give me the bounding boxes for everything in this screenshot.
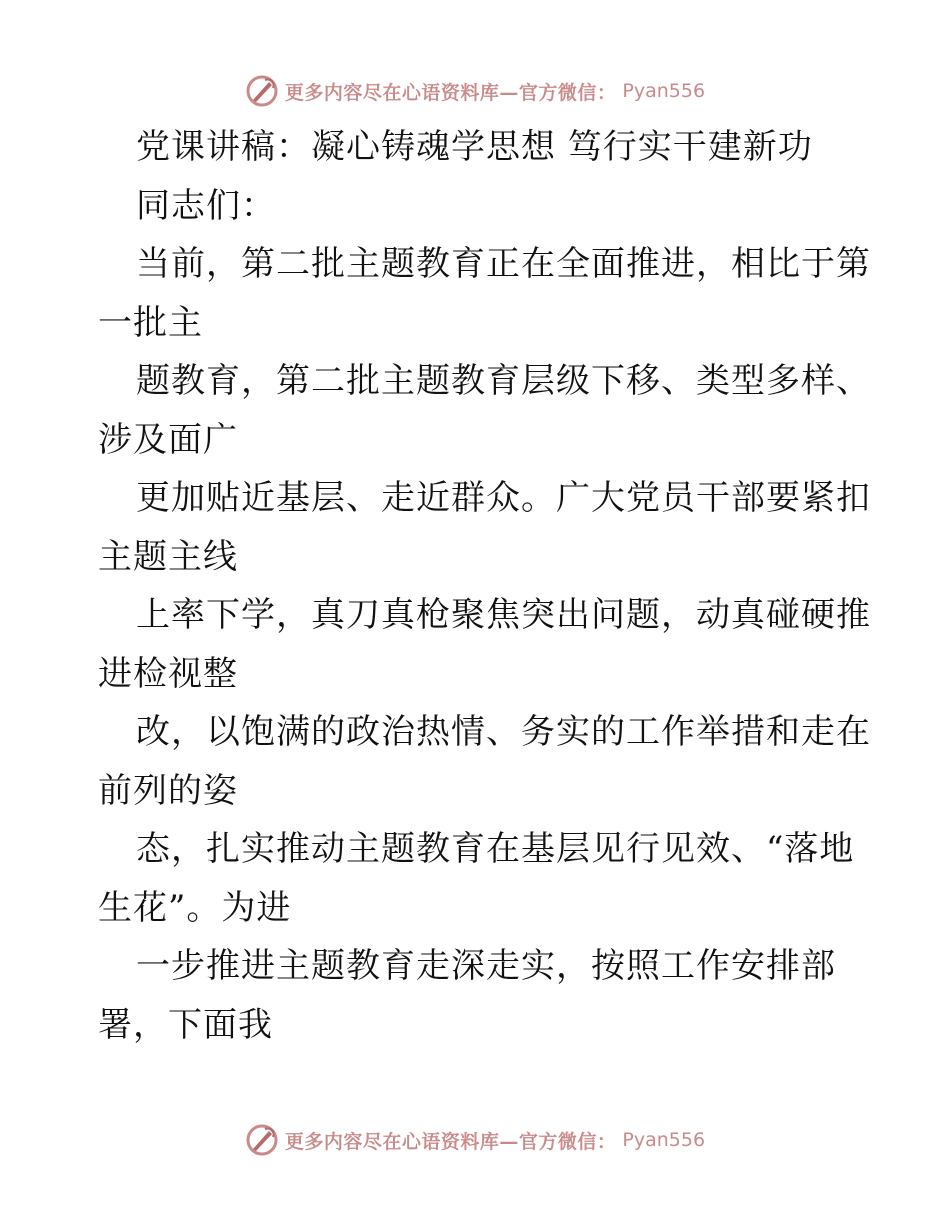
watermark-text: 更多内容尽在心语资料库—官方微信： [284,81,617,104]
body-line: 态，扎实推动主题教育在基层见行见效、“落地 [136,829,855,869]
watermark-id: Pyan556 [622,1129,706,1151]
body-line: 更加贴近基层、走近群众。广大党员干部要紧扣 [136,478,871,518]
body-line: 生花”。为进 [98,887,292,928]
body-line: 改，以饱满的政治热情、务实的工作举措和走在 [136,712,871,752]
header-watermark [0,71,950,111]
body-line: 主题主线 [98,536,238,577]
watermark-id: Pyan556 [622,80,706,102]
salutation: 同志们： [136,185,276,226]
body-line: 题教育，第二批主题教育层级下移、类型多样、 [136,361,871,401]
body-line: 一批主 [98,302,203,343]
document-title: 党课讲稿：凝心铸魂学思想 笃行实干建新功 [136,127,813,167]
body-line: 前列的姿 [98,770,238,811]
footer-watermark [0,1120,950,1160]
body-line: 署，下面我 [98,1004,273,1045]
quill-circle-logo [245,1123,279,1157]
body-line: 进检视整 [98,653,238,694]
document-body [98,118,871,1054]
body-line: 一步推进主题教育走深走实，按照工作安排部 [136,946,836,986]
watermark-text: 更多内容尽在心语资料库—官方微信： [284,1130,617,1153]
body-line: 涉及面广 [98,419,238,460]
body-text [98,235,871,1054]
quill-circle-logo [245,74,279,108]
body-line: 当前，第二批主题教育正在全面推进，相比于第 [136,244,871,284]
body-line: 上率下学，真刀真枪聚焦突出问题，动真碰硬推 [136,595,871,635]
